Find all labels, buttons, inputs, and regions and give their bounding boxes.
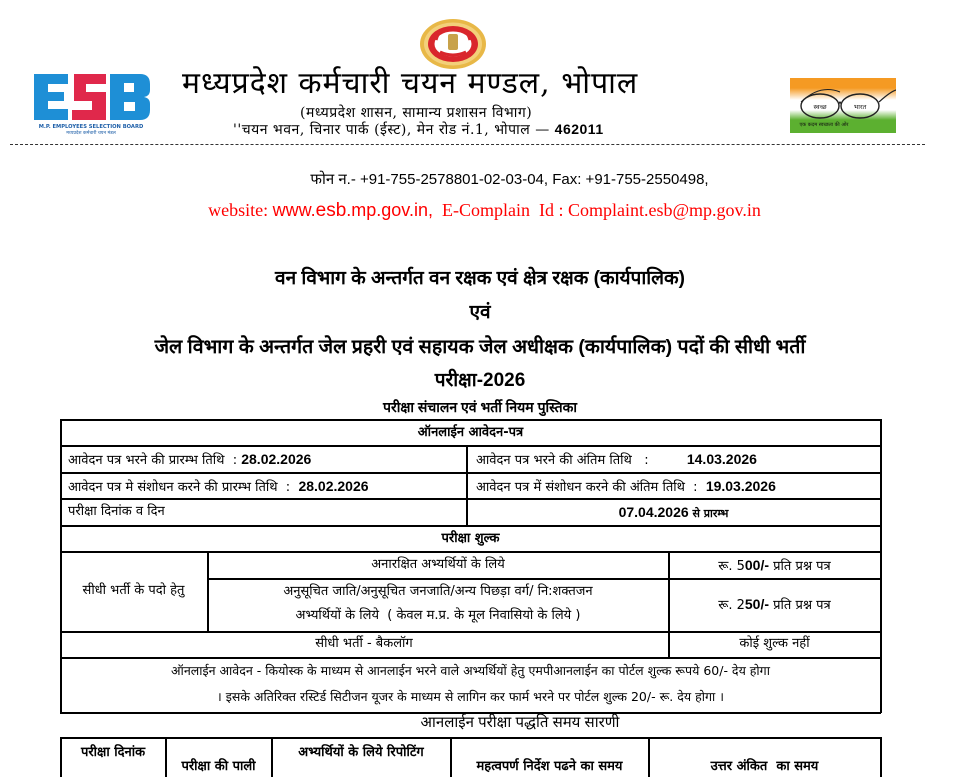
website-label: website: [208, 200, 273, 220]
contact-phone-fax: फोन न.- +91-755-2578801-02-03-04, Fax: +91-755-2550498, [310, 171, 709, 188]
contact-web-email [0, 200, 959, 222]
title-exam-year: परीक्षा-2026 [434, 370, 526, 391]
title-jail-department: जेल विभाग के अन्तर्गत जेल प्रहरी एवं सहायक जेल अधीक्षक (कार्यपालिक) पदों की सीधी भर्ती [154, 336, 806, 358]
address-pincode: 462011 [554, 121, 604, 137]
organization-title: मध्यप्रदेश कर्मचारी चयन मण्डल, भोपाल [182, 66, 639, 101]
fee-prefix: रू. 2 [718, 598, 745, 613]
correction-end-date [476, 477, 776, 497]
application-end-value: 14.03.2026 [686, 451, 757, 467]
timetable-title: आनलाईन परीक्षा पद्धति समय सारणी [420, 714, 620, 731]
timetable-header-reporting: अभ्यर्थियों के लिये रिपोटिंग [298, 745, 424, 760]
exam-date-value [467, 503, 880, 523]
website-suffix: .mp.gov.in, [346, 200, 433, 220]
esb-tagline-hi: मध्यप्रदेश कर्मचारी चयन मंडल [66, 131, 116, 136]
timetable-header-answer-time: उत्तर अंकित का समय [710, 759, 819, 774]
portal-fee-note-line2: । इसके अतिरिक्त रस्टिर्ड सिटीजन यूजर के माध्यम से लागिन कर फार्म भरने पर पोर्टल शुल्क 20/- रू. देय होगा । [217, 689, 724, 704]
correction-end-label: आवेदन पत्र में संशोधन करने की अंतिम तिथि : [476, 480, 706, 495]
address-text: ''चयन भवन, चिनार पार्क (ईस्ट), मेन रोड नं.1, भोपाल — [233, 122, 550, 138]
fee-group-label: सीधी भर्ती के पदो हेतु [82, 583, 185, 598]
correction-start-value: 28.02.2026 [298, 478, 369, 494]
table-rule [60, 551, 881, 553]
swachh-tagline: एक कदम स्वच्छता की ओर [799, 122, 849, 128]
esb-logo [30, 70, 152, 136]
complain-email[interactable]: E-Complain Id : Complaint.esb@mp.gov.in [432, 200, 761, 220]
table-rule [60, 525, 881, 527]
application-end-date [476, 450, 757, 470]
state-emblem [418, 18, 488, 70]
title-forest-department: वन विभाग के अन्तर्गत वन रक्षक एवं क्षेत्र रक्षक (कार्यपालिक) [275, 268, 685, 289]
title-conjunction: एवं [469, 302, 491, 323]
table-rule [60, 419, 881, 421]
fee-category-unreserved: अनारक्षित अभ्यर्थियों के लिये [371, 557, 505, 572]
exam-fee-heading: परीक्षा शुल्क [441, 531, 500, 546]
esb-tagline-en: M.P. EMPLOYEES SELECTION BOARD [38, 124, 144, 130]
fee-prefix: रू. 5 [718, 559, 745, 574]
portal-fee-note-line1: ऑनलाईन आवेदन - कियोस्क के माध्यम से आनलाईन भरने वाले अभ्यर्थियों हेतु एमपीआनलाईन का पोर्टल शुल्क रूपये 60/- देय होगा [171, 663, 770, 678]
website-prefix: www. [272, 200, 316, 220]
booklet-subtitle: परीक्षा संचालन एवं भर्ती नियम पुस्तिका [383, 399, 577, 415]
correction-start-label: आवेदन पत्र मे संशोधन करने की प्रारम्भ तिथि : [68, 480, 299, 495]
fee-suffix: प्रति प्रश्न पत्र [769, 598, 831, 613]
website-link[interactable] [273, 200, 433, 220]
table-rule [60, 498, 881, 500]
swachh-left-word: स्वच्छ [813, 103, 827, 111]
fee-suffix: प्रति प्रश्न पत्र [769, 559, 831, 574]
website-bold: esb [315, 200, 347, 221]
timetable-header-exam-date: परीक्षा दिनांक [80, 745, 146, 760]
timetable-header-shift: परीक्षा की पाली [181, 759, 256, 774]
fee-amount-unreserved [669, 556, 880, 576]
backlog-label: सीधी भर्ती - बैकलॉग [315, 636, 413, 651]
table-rule [60, 737, 881, 739]
organization-address [233, 120, 604, 139]
application-start-label: आवेदन पत्र भरने की प्रारम्भ तिथि : [68, 453, 242, 468]
table-rule [60, 657, 881, 659]
exam-date-suffix: से प्रारम्भ [688, 507, 729, 520]
backlog-fee: कोई शुल्क नहीं [739, 636, 810, 651]
timetable-header-instructions: महत्वपर्ण निर्देश पढने का समय [476, 759, 623, 774]
fee-bold: 50/- [744, 596, 770, 612]
exam-date-label: परीक्षा दिनांक व दिन [68, 504, 165, 519]
table-rule [60, 631, 881, 633]
application-start-date [68, 450, 311, 470]
table-rule [60, 445, 881, 447]
fee-amount-reserved [669, 595, 880, 615]
application-start-value: 28.02.2026 [241, 451, 312, 467]
swachh-bharat-logo [790, 78, 896, 133]
organization-subtitle: (मध्यप्रदेश शासन, सामान्य प्रशासन विभाग) [300, 105, 533, 121]
table-rule [207, 578, 881, 580]
application-end-label: आवेदन पत्र भरने की अंतिम तिथि : [476, 453, 657, 468]
fee-category-reserved-line1: अनुसूचित जाति/अनुसूचित जनजाति/अन्य पिछड़ा वर्ग/ नि:शक्तजन [283, 584, 593, 599]
correction-start-date [68, 477, 369, 497]
header-divider [10, 144, 925, 145]
fee-bold: 00/- [744, 557, 770, 573]
correction-end-value: 19.03.2026 [705, 478, 776, 494]
table-rule [880, 737, 882, 777]
swachh-right-word: भारत [853, 103, 867, 111]
exam-date: 07.04.2026 [618, 504, 689, 520]
fee-category-reserved-line2: अभ्यर्थियों के लिये ( केवल म.प्र. के मूल निवासियो के लिये ) [295, 608, 581, 623]
online-application-heading: ऑनलाईन आवेदन-पत्र [417, 425, 524, 440]
table-rule [60, 472, 881, 474]
